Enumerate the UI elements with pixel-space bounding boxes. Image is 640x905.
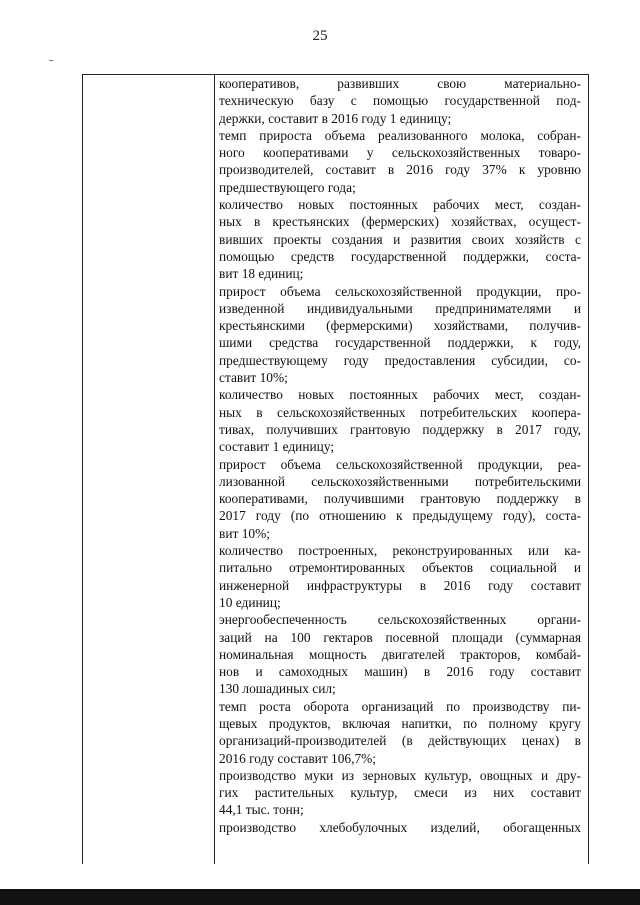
text-line: прирост объема сельскохозяйственной продукции, реа- <box>219 456 581 472</box>
text-line: техническую базу с помощью государственной под- <box>219 93 581 109</box>
text-line: 130 лошадиных сил; <box>219 681 336 697</box>
text-line: организаций-производителей (в действующих ценах) в <box>219 733 581 749</box>
text-line: количество новых постоянных рабочих мест, создан- <box>219 197 581 213</box>
table-left-column <box>83 75 214 864</box>
text-line: лизованной сельскохозяйственными потребительскими <box>219 473 581 489</box>
text-line: 2017 году (по отношению к предыдущему году), соста- <box>219 508 581 524</box>
table-right-column <box>219 75 581 864</box>
text-line: ных в крестьянских (фермерских) хозяйствах, осущест- <box>219 214 581 230</box>
text-line: тивах, получивших грантовую поддержку в 2017 году, <box>219 421 581 437</box>
text-line: инженерной инфраструктуры в 2016 году составит <box>219 577 581 593</box>
document-table <box>82 74 589 864</box>
text-line: количество построенных, реконструированных или ка- <box>219 543 581 559</box>
text-line: помощью средств государственной поддержки, соста- <box>219 248 581 264</box>
text-line: энергообеспеченность сельскохозяйственных органи- <box>219 612 581 628</box>
text-line: вит 10%; <box>219 525 270 541</box>
text-line: гих растительных культур, смеси из них составит <box>219 785 581 801</box>
text-line: 2016 году составит 106,7%; <box>219 750 377 766</box>
text-line: темп прироста объема реализованного молока, собран- <box>219 127 581 143</box>
text-line: 10 единиц; <box>219 594 281 610</box>
text-line: заций на 100 гектаров посевной площади (суммарная <box>219 629 581 645</box>
text-line: вивших проекты создания и развития своих хозяйств с <box>219 231 581 247</box>
text-line: изведенной индивидуальными предпринимателями и <box>219 300 581 316</box>
text-line: шими средства государственной поддержки, к году, <box>219 335 581 351</box>
text-line: питально отремонтированных объектов социальной и <box>219 560 581 576</box>
text-line: ставит 10%; <box>219 370 288 386</box>
text-line: щевых продуктов, включая напитки, по полному кругу <box>219 715 581 731</box>
text-line: номинальная мощность двигателей тракторов, комбай- <box>219 646 581 662</box>
text-line: нов и самоходных машин) в 2016 году составит <box>219 664 581 680</box>
text-line: вит 18 единиц; <box>219 266 304 282</box>
text-line: предшествующего года; <box>219 179 356 195</box>
text-line: темп роста оборота организаций по производству пи- <box>219 698 581 714</box>
scan-footer-bar <box>0 889 640 905</box>
column-divider <box>214 75 215 864</box>
text-line: прирост объема сельскохозяйственной продукции, про- <box>219 283 581 299</box>
text-line: составит 1 единицу; <box>219 439 335 455</box>
text-line: количество новых постоянных рабочих мест, создан- <box>219 387 581 403</box>
text-line: держки, составит в 2016 году 1 единицу; <box>219 110 452 126</box>
text-line: ного кооперативами у сельскохозяйственных товаро- <box>219 145 581 161</box>
text-line: крестьянскими (фермерскими) хозяйствами, получив- <box>219 318 581 334</box>
text-line: 44,1 тыс. тонн; <box>219 802 304 818</box>
text-line: предшествующему году предоставления субсидии, со- <box>219 352 581 368</box>
text-line: производство муки из зерновых культур, овощных и дру- <box>219 767 581 783</box>
text-line: кооперативов, развивших свою материально- <box>219 76 581 91</box>
text-line: кооперативами, получившими грантовую поддержку в <box>219 491 581 507</box>
text-line: производителей, составит в 2016 году 37% к уровню <box>219 162 581 178</box>
text-line: производство хлебобулочных изделий, обогащенных <box>219 819 581 835</box>
text-line: ных в сельскохозяйственных потребительских коопера- <box>219 404 581 420</box>
scan-speck <box>49 60 53 61</box>
page-number: 25 <box>312 28 328 44</box>
